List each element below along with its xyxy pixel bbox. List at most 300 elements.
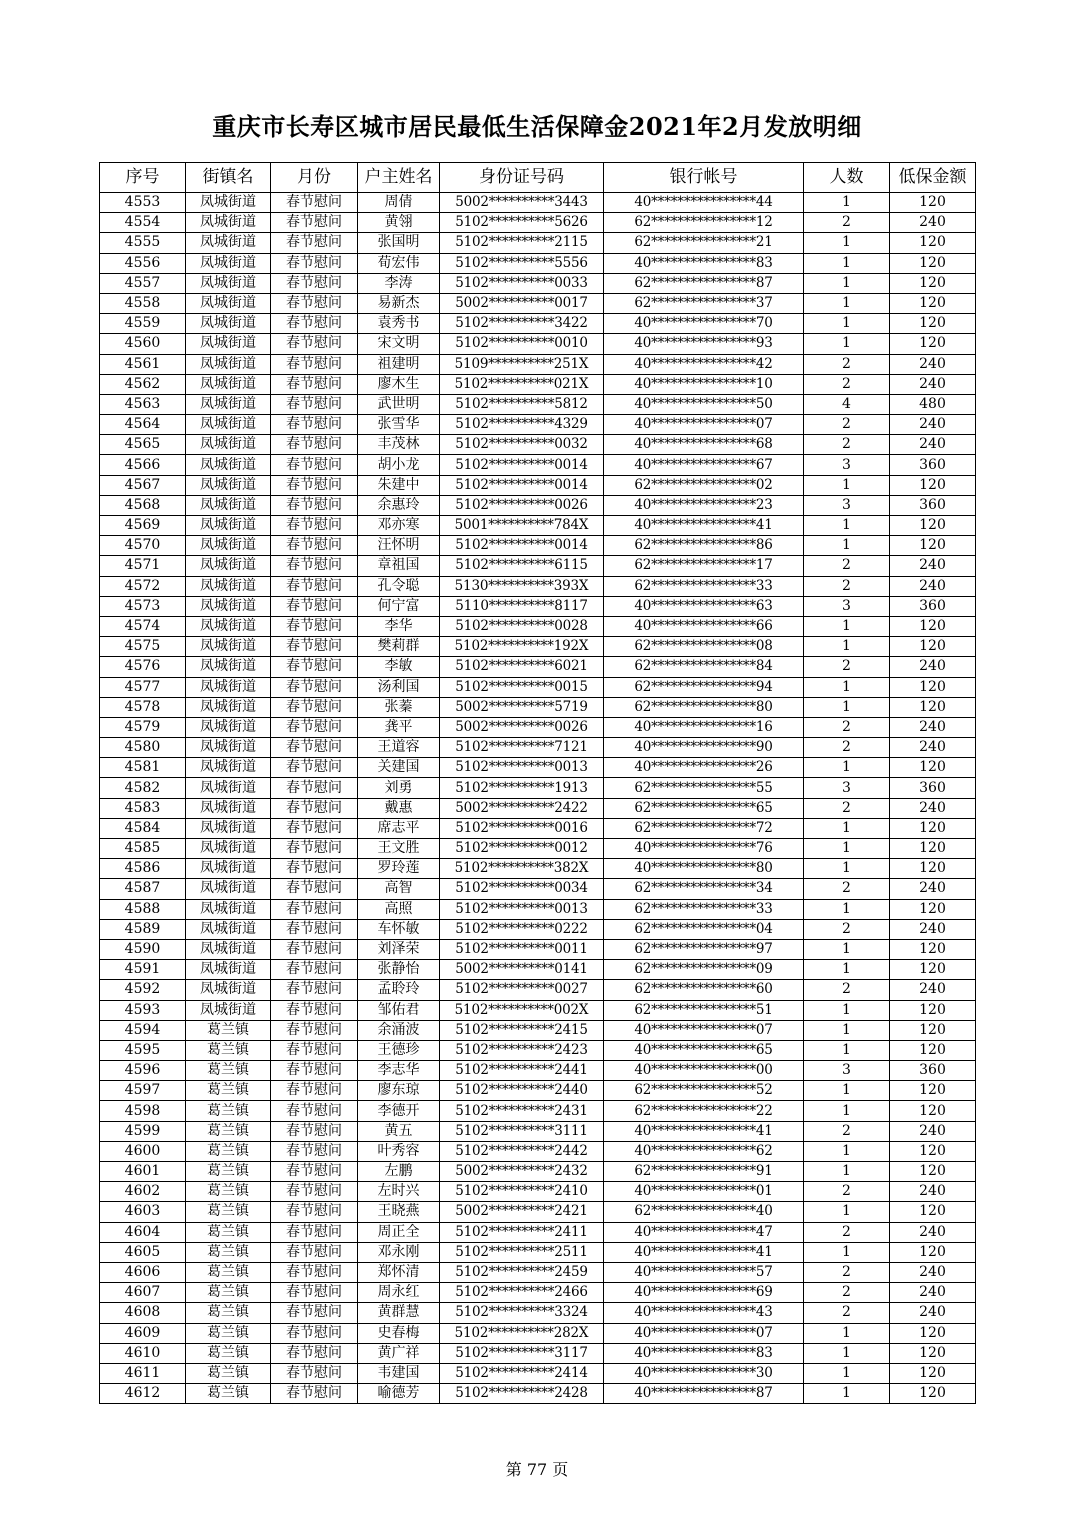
cell-month: 春节慰问	[271, 516, 358, 536]
cell-amount: 120	[890, 253, 976, 273]
cell-month: 春节慰问	[271, 657, 358, 677]
cell-id-number: 5102**********0013	[440, 758, 604, 778]
cell-subdistrict: 凤城街道	[186, 879, 271, 899]
cell-subdistrict: 凤城街道	[186, 697, 271, 717]
cell-bank-account: 40****************43	[604, 1303, 804, 1323]
cell-month: 春节慰问	[271, 1081, 358, 1101]
cell-amount: 240	[890, 556, 976, 576]
cell-serial: 4582	[100, 778, 186, 798]
cell-amount: 120	[890, 1141, 976, 1161]
cell-id-number: 5102**********2415	[440, 1020, 604, 1040]
cell-month: 春节慰问	[271, 637, 358, 657]
cell-householder: 王文胜	[358, 839, 440, 859]
cell-id-number: 5102**********5626	[440, 213, 604, 233]
cell-id-number: 5102**********0027	[440, 980, 604, 1000]
cell-persons: 3	[804, 596, 890, 616]
cell-householder: 荀宏伟	[358, 253, 440, 273]
cell-amount: 120	[890, 314, 976, 334]
cell-id-number: 5102**********0026	[440, 495, 604, 515]
cell-serial: 4606	[100, 1262, 186, 1282]
cell-amount: 120	[890, 1384, 976, 1404]
cell-bank-account: 62****************86	[604, 536, 804, 556]
table-row	[100, 253, 976, 273]
cell-id-number: 5102**********0012	[440, 839, 604, 859]
cell-householder: 廖东琼	[358, 1081, 440, 1101]
cell-subdistrict: 凤城街道	[186, 394, 271, 414]
cell-bank-account: 40****************90	[604, 738, 804, 758]
cell-amount: 120	[890, 475, 976, 495]
cell-householder: 李志华	[358, 1061, 440, 1081]
table-row	[100, 495, 976, 515]
table-row	[100, 193, 976, 213]
cell-id-number: 5001**********784X	[440, 516, 604, 536]
table-row	[100, 1283, 976, 1303]
cell-amount: 240	[890, 1283, 976, 1303]
cell-month: 春节慰问	[271, 1343, 358, 1363]
cell-persons: 1	[804, 1202, 890, 1222]
cell-persons: 2	[804, 435, 890, 455]
cell-month: 春节慰问	[271, 899, 358, 919]
table-row	[100, 1000, 976, 1020]
cell-month: 春节慰问	[271, 859, 358, 879]
cell-persons: 2	[804, 576, 890, 596]
cell-bank-account: 62****************84	[604, 657, 804, 677]
cell-persons: 2	[804, 717, 890, 737]
cell-amount: 120	[890, 293, 976, 313]
cell-persons: 1	[804, 818, 890, 838]
cell-serial: 4565	[100, 435, 186, 455]
cell-serial: 4604	[100, 1222, 186, 1242]
col-header-bank-account: 银行帐号	[604, 163, 804, 193]
cell-persons: 1	[804, 839, 890, 859]
cell-householder: 邹佑君	[358, 1000, 440, 1020]
cell-serial: 4601	[100, 1162, 186, 1182]
table-row	[100, 778, 976, 798]
cell-subdistrict: 凤城街道	[186, 293, 271, 313]
cell-bank-account: 62****************40	[604, 1202, 804, 1222]
page-number-suffix: 页	[552, 1460, 569, 1479]
cell-serial: 4583	[100, 798, 186, 818]
cell-subdistrict: 凤城街道	[186, 576, 271, 596]
cell-serial: 4557	[100, 273, 186, 293]
cell-persons: 1	[804, 697, 890, 717]
cell-month: 春节慰问	[271, 738, 358, 758]
cell-amount: 120	[890, 758, 976, 778]
table-row	[100, 1384, 976, 1404]
cell-persons: 1	[804, 334, 890, 354]
cell-householder: 廖木生	[358, 374, 440, 394]
table-row	[100, 717, 976, 737]
cell-bank-account: 62****************65	[604, 798, 804, 818]
cell-householder: 黄群慧	[358, 1303, 440, 1323]
cell-subdistrict: 葛兰镇	[186, 1343, 271, 1363]
cell-subdistrict: 凤城街道	[186, 556, 271, 576]
cell-amount: 360	[890, 778, 976, 798]
cell-id-number: 5102**********0028	[440, 616, 604, 636]
cell-amount: 240	[890, 1182, 976, 1202]
cell-id-number: 5102**********2511	[440, 1242, 604, 1262]
cell-bank-account: 62****************94	[604, 677, 804, 697]
cell-bank-account: 40****************16	[604, 717, 804, 737]
cell-serial: 4600	[100, 1141, 186, 1161]
col-header-serial: 序号	[100, 163, 186, 193]
cell-id-number: 5102**********0034	[440, 879, 604, 899]
cell-amount: 120	[890, 233, 976, 253]
table-row	[100, 314, 976, 334]
cell-id-number: 5102**********2466	[440, 1283, 604, 1303]
cell-serial: 4555	[100, 233, 186, 253]
cell-subdistrict: 葛兰镇	[186, 1040, 271, 1060]
cell-persons: 3	[804, 1061, 890, 1081]
cell-month: 春节慰问	[271, 435, 358, 455]
cell-bank-account: 62****************17	[604, 556, 804, 576]
table-row	[100, 859, 976, 879]
cell-persons: 1	[804, 637, 890, 657]
cell-persons: 2	[804, 354, 890, 374]
cell-persons: 1	[804, 1020, 890, 1040]
cell-householder: 邓永刚	[358, 1242, 440, 1262]
cell-month: 春节慰问	[271, 1303, 358, 1323]
cell-subdistrict: 凤城街道	[186, 253, 271, 273]
cell-serial: 4572	[100, 576, 186, 596]
cell-bank-account: 40****************44	[604, 193, 804, 213]
cell-bank-account: 62****************52	[604, 1081, 804, 1101]
cell-month: 春节慰问	[271, 213, 358, 233]
cell-id-number: 5002**********0017	[440, 293, 604, 313]
table-row	[100, 1101, 976, 1121]
cell-householder: 罗玲莲	[358, 859, 440, 879]
cell-amount: 240	[890, 657, 976, 677]
cell-serial: 4585	[100, 839, 186, 859]
cell-persons: 3	[804, 455, 890, 475]
cell-serial: 4559	[100, 314, 186, 334]
cell-householder: 刘泽荣	[358, 939, 440, 959]
cell-month: 春节慰问	[271, 677, 358, 697]
cell-amount: 120	[890, 1162, 976, 1182]
cell-amount: 240	[890, 213, 976, 233]
cell-id-number: 5102**********0014	[440, 455, 604, 475]
cell-month: 春节慰问	[271, 616, 358, 636]
cell-subdistrict: 凤城街道	[186, 213, 271, 233]
cell-subdistrict: 凤城街道	[186, 475, 271, 495]
cell-householder: 叶秀容	[358, 1141, 440, 1161]
cell-id-number: 5102**********2115	[440, 233, 604, 253]
cell-bank-account: 40****************07	[604, 1323, 804, 1343]
cell-month: 春节慰问	[271, 1162, 358, 1182]
cell-householder: 李德开	[358, 1101, 440, 1121]
cell-amount: 120	[890, 1202, 976, 1222]
cell-subdistrict: 葛兰镇	[186, 1101, 271, 1121]
cell-month: 春节慰问	[271, 374, 358, 394]
cell-bank-account: 40****************69	[604, 1283, 804, 1303]
cell-subdistrict: 葛兰镇	[186, 1081, 271, 1101]
col-header-id-number: 身份证号码	[440, 163, 604, 193]
cell-month: 春节慰问	[271, 1242, 358, 1262]
cell-householder: 孔令聪	[358, 576, 440, 596]
cell-month: 春节慰问	[271, 960, 358, 980]
cell-serial: 4564	[100, 415, 186, 435]
cell-amount: 120	[890, 960, 976, 980]
cell-id-number: 5102**********282X	[440, 1323, 604, 1343]
cell-id-number: 5002**********2422	[440, 798, 604, 818]
cell-serial: 4586	[100, 859, 186, 879]
table-row	[100, 818, 976, 838]
table-row	[100, 394, 976, 414]
cell-amount: 120	[890, 637, 976, 657]
cell-amount: 120	[890, 899, 976, 919]
table-row	[100, 1182, 976, 1202]
cell-amount: 360	[890, 455, 976, 475]
cell-householder: 喻德芳	[358, 1384, 440, 1404]
cell-serial: 4553	[100, 193, 186, 213]
cell-subdistrict: 凤城街道	[186, 415, 271, 435]
cell-serial: 4571	[100, 556, 186, 576]
cell-persons: 2	[804, 374, 890, 394]
cell-bank-account: 62****************02	[604, 475, 804, 495]
cell-amount: 120	[890, 516, 976, 536]
cell-serial: 4589	[100, 919, 186, 939]
cell-id-number: 5102**********0014	[440, 536, 604, 556]
table-row	[100, 233, 976, 253]
cell-amount: 240	[890, 980, 976, 1000]
cell-amount: 120	[890, 939, 976, 959]
cell-householder: 龚平	[358, 717, 440, 737]
cell-bank-account: 40****************57	[604, 1262, 804, 1282]
cell-serial: 4584	[100, 818, 186, 838]
cell-subdistrict: 葛兰镇	[186, 1303, 271, 1323]
cell-householder: 王道容	[358, 738, 440, 758]
cell-month: 春节慰问	[271, 495, 358, 515]
table-row	[100, 556, 976, 576]
cell-month: 春节慰问	[271, 1262, 358, 1282]
cell-subdistrict: 凤城街道	[186, 334, 271, 354]
cell-month: 春节慰问	[271, 1101, 358, 1121]
cell-amount: 240	[890, 798, 976, 818]
cell-month: 春节慰问	[271, 697, 358, 717]
cell-persons: 1	[804, 233, 890, 253]
table-row	[100, 374, 976, 394]
table-row	[100, 213, 976, 233]
cell-householder: 孟聆玲	[358, 980, 440, 1000]
table-row	[100, 879, 976, 899]
cell-persons: 2	[804, 1262, 890, 1282]
table-row	[100, 1061, 976, 1081]
cell-householder: 黄广祥	[358, 1343, 440, 1363]
cell-serial: 4605	[100, 1242, 186, 1262]
cell-serial: 4594	[100, 1020, 186, 1040]
cell-serial: 4573	[100, 596, 186, 616]
cell-persons: 1	[804, 677, 890, 697]
cell-subdistrict: 凤城街道	[186, 899, 271, 919]
cell-month: 春节慰问	[271, 293, 358, 313]
cell-month: 春节慰问	[271, 334, 358, 354]
cell-month: 春节慰问	[271, 1040, 358, 1060]
table-row	[100, 516, 976, 536]
cell-householder: 李华	[358, 616, 440, 636]
cell-month: 春节慰问	[271, 778, 358, 798]
cell-id-number: 5102**********192X	[440, 637, 604, 657]
table-row	[100, 1222, 976, 1242]
cell-subdistrict: 凤城街道	[186, 233, 271, 253]
cell-householder: 车怀敏	[358, 919, 440, 939]
cell-householder: 余惠玲	[358, 495, 440, 515]
cell-subdistrict: 葛兰镇	[186, 1262, 271, 1282]
cell-persons: 1	[804, 899, 890, 919]
cell-persons: 2	[804, 657, 890, 677]
cell-bank-account: 62****************04	[604, 919, 804, 939]
cell-serial: 4563	[100, 394, 186, 414]
cell-householder: 樊莉群	[358, 637, 440, 657]
cell-householder: 左鹏	[358, 1162, 440, 1182]
cell-serial: 4575	[100, 637, 186, 657]
cell-bank-account: 40****************83	[604, 1343, 804, 1363]
cell-subdistrict: 葛兰镇	[186, 1202, 271, 1222]
cell-persons: 1	[804, 1363, 890, 1383]
cell-householder: 胡小龙	[358, 455, 440, 475]
cell-persons: 2	[804, 798, 890, 818]
cell-persons: 2	[804, 1182, 890, 1202]
cell-id-number: 5102**********0032	[440, 435, 604, 455]
cell-bank-account: 40****************87	[604, 1384, 804, 1404]
cell-persons: 1	[804, 516, 890, 536]
cell-bank-account: 62****************08	[604, 637, 804, 657]
cell-householder: 刘勇	[358, 778, 440, 798]
table-row	[100, 738, 976, 758]
cell-id-number: 5102**********6021	[440, 657, 604, 677]
cell-id-number: 5102**********3111	[440, 1121, 604, 1141]
cell-householder: 张雪华	[358, 415, 440, 435]
col-header-amount: 低保金额	[890, 163, 976, 193]
cell-serial: 4598	[100, 1101, 186, 1121]
cell-serial: 4566	[100, 455, 186, 475]
cell-bank-account: 40****************66	[604, 616, 804, 636]
cell-subdistrict: 凤城街道	[186, 354, 271, 374]
cell-id-number: 5102**********2442	[440, 1141, 604, 1161]
cell-householder: 黄五	[358, 1121, 440, 1141]
cell-month: 春节慰问	[271, 253, 358, 273]
table-row	[100, 1363, 976, 1383]
cell-subdistrict: 葛兰镇	[186, 1363, 271, 1383]
cell-month: 春节慰问	[271, 1182, 358, 1202]
cell-id-number: 5102**********2440	[440, 1081, 604, 1101]
cell-amount: 120	[890, 334, 976, 354]
cell-amount: 240	[890, 374, 976, 394]
cell-serial: 4576	[100, 657, 186, 677]
cell-persons: 2	[804, 1121, 890, 1141]
cell-bank-account: 40****************67	[604, 455, 804, 475]
cell-householder: 祖建明	[358, 354, 440, 374]
cell-amount: 360	[890, 1061, 976, 1081]
cell-month: 春节慰问	[271, 980, 358, 1000]
table-body	[100, 193, 976, 1404]
table-row	[100, 1262, 976, 1282]
table-row	[100, 980, 976, 1000]
cell-amount: 120	[890, 1081, 976, 1101]
cell-serial: 4591	[100, 960, 186, 980]
cell-householder: 宋文明	[358, 334, 440, 354]
cell-id-number: 5102**********0014	[440, 475, 604, 495]
cell-subdistrict: 葛兰镇	[186, 1121, 271, 1141]
cell-month: 春节慰问	[271, 596, 358, 616]
table-row	[100, 1303, 976, 1323]
cell-householder: 章祖国	[358, 556, 440, 576]
cell-householder: 张静怡	[358, 960, 440, 980]
cell-bank-account: 62****************60	[604, 980, 804, 1000]
cell-amount: 120	[890, 818, 976, 838]
cell-serial: 4603	[100, 1202, 186, 1222]
cell-amount: 240	[890, 738, 976, 758]
cell-amount: 480	[890, 394, 976, 414]
cell-bank-account: 62****************33	[604, 899, 804, 919]
table-row	[100, 576, 976, 596]
table-row	[100, 839, 976, 859]
table-row	[100, 1162, 976, 1182]
cell-subdistrict: 凤城街道	[186, 960, 271, 980]
cell-month: 春节慰问	[271, 556, 358, 576]
cell-month: 春节慰问	[271, 354, 358, 374]
cell-persons: 4	[804, 394, 890, 414]
cell-bank-account: 62****************51	[604, 1000, 804, 1020]
cell-amount: 360	[890, 495, 976, 515]
cell-subdistrict: 葛兰镇	[186, 1182, 271, 1202]
cell-amount: 120	[890, 536, 976, 556]
cell-month: 春节慰问	[271, 879, 358, 899]
cell-amount: 120	[890, 859, 976, 879]
cell-subdistrict: 凤城街道	[186, 455, 271, 475]
cell-serial: 4581	[100, 758, 186, 778]
cell-bank-account: 40****************42	[604, 354, 804, 374]
cell-id-number: 5102**********2411	[440, 1222, 604, 1242]
cell-id-number: 5110**********8117	[440, 596, 604, 616]
cell-serial: 4570	[100, 536, 186, 556]
cell-amount: 240	[890, 1222, 976, 1242]
cell-householder: 王晓燕	[358, 1202, 440, 1222]
cell-bank-account: 62****************33	[604, 576, 804, 596]
cell-bank-account: 40****************50	[604, 394, 804, 414]
cell-bank-account: 62****************21	[604, 233, 804, 253]
cell-month: 春节慰问	[271, 1121, 358, 1141]
cell-subdistrict: 凤城街道	[186, 536, 271, 556]
cell-amount: 120	[890, 273, 976, 293]
cell-bank-account: 40****************26	[604, 758, 804, 778]
cell-persons: 3	[804, 778, 890, 798]
cell-persons: 1	[804, 1101, 890, 1121]
cell-id-number: 5102**********2410	[440, 1182, 604, 1202]
cell-householder: 周正全	[358, 1222, 440, 1242]
cell-subdistrict: 葛兰镇	[186, 1222, 271, 1242]
table-row	[100, 455, 976, 475]
cell-id-number: 5102**********2459	[440, 1262, 604, 1282]
cell-householder: 席志平	[358, 818, 440, 838]
table-row	[100, 919, 976, 939]
cell-persons: 2	[804, 980, 890, 1000]
table-row	[100, 960, 976, 980]
cell-subdistrict: 葛兰镇	[186, 1162, 271, 1182]
cell-persons: 1	[804, 1141, 890, 1161]
cell-serial: 4579	[100, 717, 186, 737]
cell-persons: 2	[804, 1303, 890, 1323]
cell-subdistrict: 凤城街道	[186, 193, 271, 213]
cell-serial: 4611	[100, 1363, 186, 1383]
cell-serial: 4578	[100, 697, 186, 717]
cell-persons: 1	[804, 475, 890, 495]
cell-id-number: 5002**********0026	[440, 717, 604, 737]
cell-householder: 张国明	[358, 233, 440, 253]
cell-householder: 袁秀书	[358, 314, 440, 334]
cell-persons: 1	[804, 939, 890, 959]
cell-bank-account: 40****************83	[604, 253, 804, 273]
cell-id-number: 5102**********0010	[440, 334, 604, 354]
